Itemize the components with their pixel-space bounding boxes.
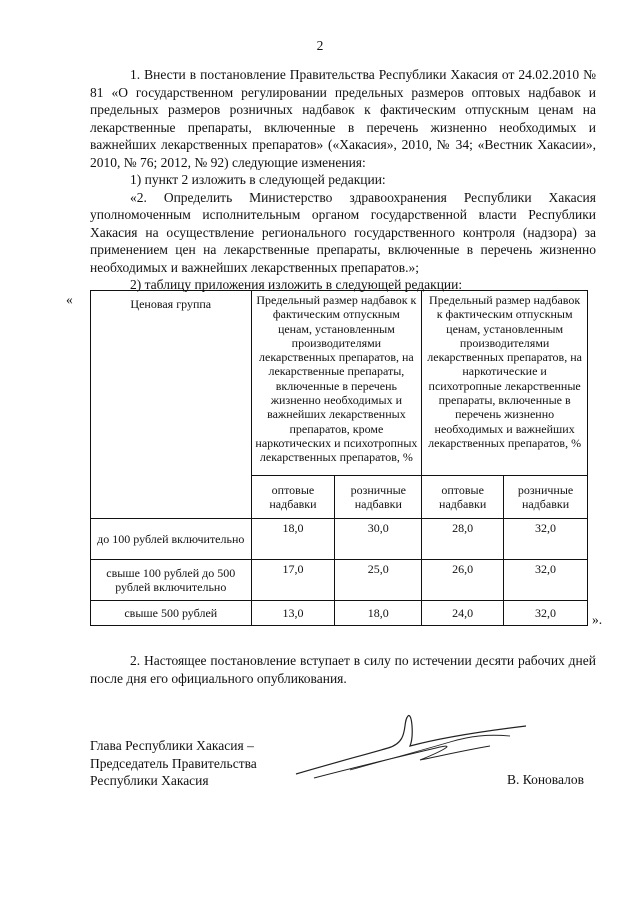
row-value: 13,0 bbox=[251, 601, 335, 626]
row-value: 26,0 bbox=[422, 560, 504, 601]
signer-title-line: Республики Хакасия bbox=[90, 773, 209, 788]
markup-table bbox=[90, 290, 588, 626]
row-value: 28,0 bbox=[422, 519, 504, 560]
row-price-group: до 100 рублей включительно bbox=[91, 519, 252, 560]
row-value: 17,0 bbox=[251, 560, 335, 601]
subheader-wholesale-2: оптовые надбавки bbox=[422, 476, 504, 519]
paragraph-item-2-table: 2) таблицу приложения изложить в следующей редакции: bbox=[130, 277, 463, 292]
row-value: 18,0 bbox=[251, 519, 335, 560]
subheader-retail-2: розничные надбавки bbox=[504, 476, 588, 519]
row-value: 32,0 bbox=[504, 519, 588, 560]
table-row bbox=[91, 560, 588, 601]
subheader-retail-1: розничные надбавки bbox=[335, 476, 422, 519]
header-group-essential: Предельный размер надбавок к фактическим отпускным ценам, установленным производителями лекарственных препаратов, на лекарственные препараты, включенные в перечень жизненно необходимых и важнейших лекарственных препаратов, кроме наркотических и психотропных лекарственных препаратов, % bbox=[251, 291, 422, 476]
subheader-wholesale-1: оптовые надбавки bbox=[251, 476, 335, 519]
row-value: 18,0 bbox=[335, 601, 422, 626]
signer-title-line: Председатель Правительства bbox=[90, 755, 257, 771]
row-value: 25,0 bbox=[335, 560, 422, 601]
paragraph-amend: 1. Внести в постановление Правительства Республики Хакасия от 24.02.2010 № 81 «О государственном регулировании предельных размеров оптовых надбавок и предельных размеров розничных надбавок к фактическим отпускным ценам на лекарственные препараты, включенные в перечень жизненно необходимых и важнейших лекарственных препаратов» («Хакасия», 2010, № 34; «Вестник Хакасии», 2010, № 76; 2012, № 92) следующие изменения: bbox=[90, 67, 596, 170]
table-row bbox=[91, 519, 588, 560]
signer-name: В. Коновалов bbox=[507, 772, 584, 787]
decree-body bbox=[90, 66, 596, 294]
closing-paragraph-block bbox=[90, 652, 596, 687]
table-closing-quote: ». bbox=[592, 612, 603, 627]
handwritten-signature bbox=[290, 712, 530, 784]
signer-title-block bbox=[90, 737, 257, 790]
paragraph-effective: 2. Настоящее постановление вступает в силу по истечении десяти рабочих дней после дня его официального опубликования. bbox=[90, 653, 596, 686]
table-header-row bbox=[91, 291, 588, 476]
page-number: 2 bbox=[316, 38, 324, 53]
row-value: 24,0 bbox=[422, 601, 504, 626]
table-opening-quote: « bbox=[66, 292, 73, 307]
header-group-narcotic: Предельный размер надбавок к фактическим отпускным ценам, установленным производителями лекарственных препаратов, на наркотические и психотропные лекарственные препараты, включенные в перечень жизненно необходимых и важнейших лекарственных препаратов, % bbox=[422, 291, 588, 476]
header-price-group: Ценовая группа bbox=[91, 291, 252, 519]
row-value: 32,0 bbox=[504, 560, 588, 601]
row-price-group: свыше 500 рублей bbox=[91, 601, 252, 626]
row-value: 30,0 bbox=[335, 519, 422, 560]
paragraph-item-2-text: «2. Определить Министерство здравоохранения Республики Хакасия уполномоченным исполнительным органом государственной власти Республики Хакасия на осуществление регионального государственного контроля (надзора) за применением цен на лекарственные препараты, включенные в перечень жизненно необходимых и важнейших лекарственных препаратов.»; bbox=[90, 189, 596, 275]
table-row bbox=[91, 601, 588, 626]
row-price-group: свыше 100 рублей до 500 рублей включительно bbox=[91, 560, 252, 601]
paragraph-item-1: 1) пункт 2 изложить в следующей редакции: bbox=[130, 172, 386, 187]
signer-title-line: Глава Республики Хакасия – bbox=[90, 738, 254, 753]
row-value: 32,0 bbox=[504, 601, 588, 626]
